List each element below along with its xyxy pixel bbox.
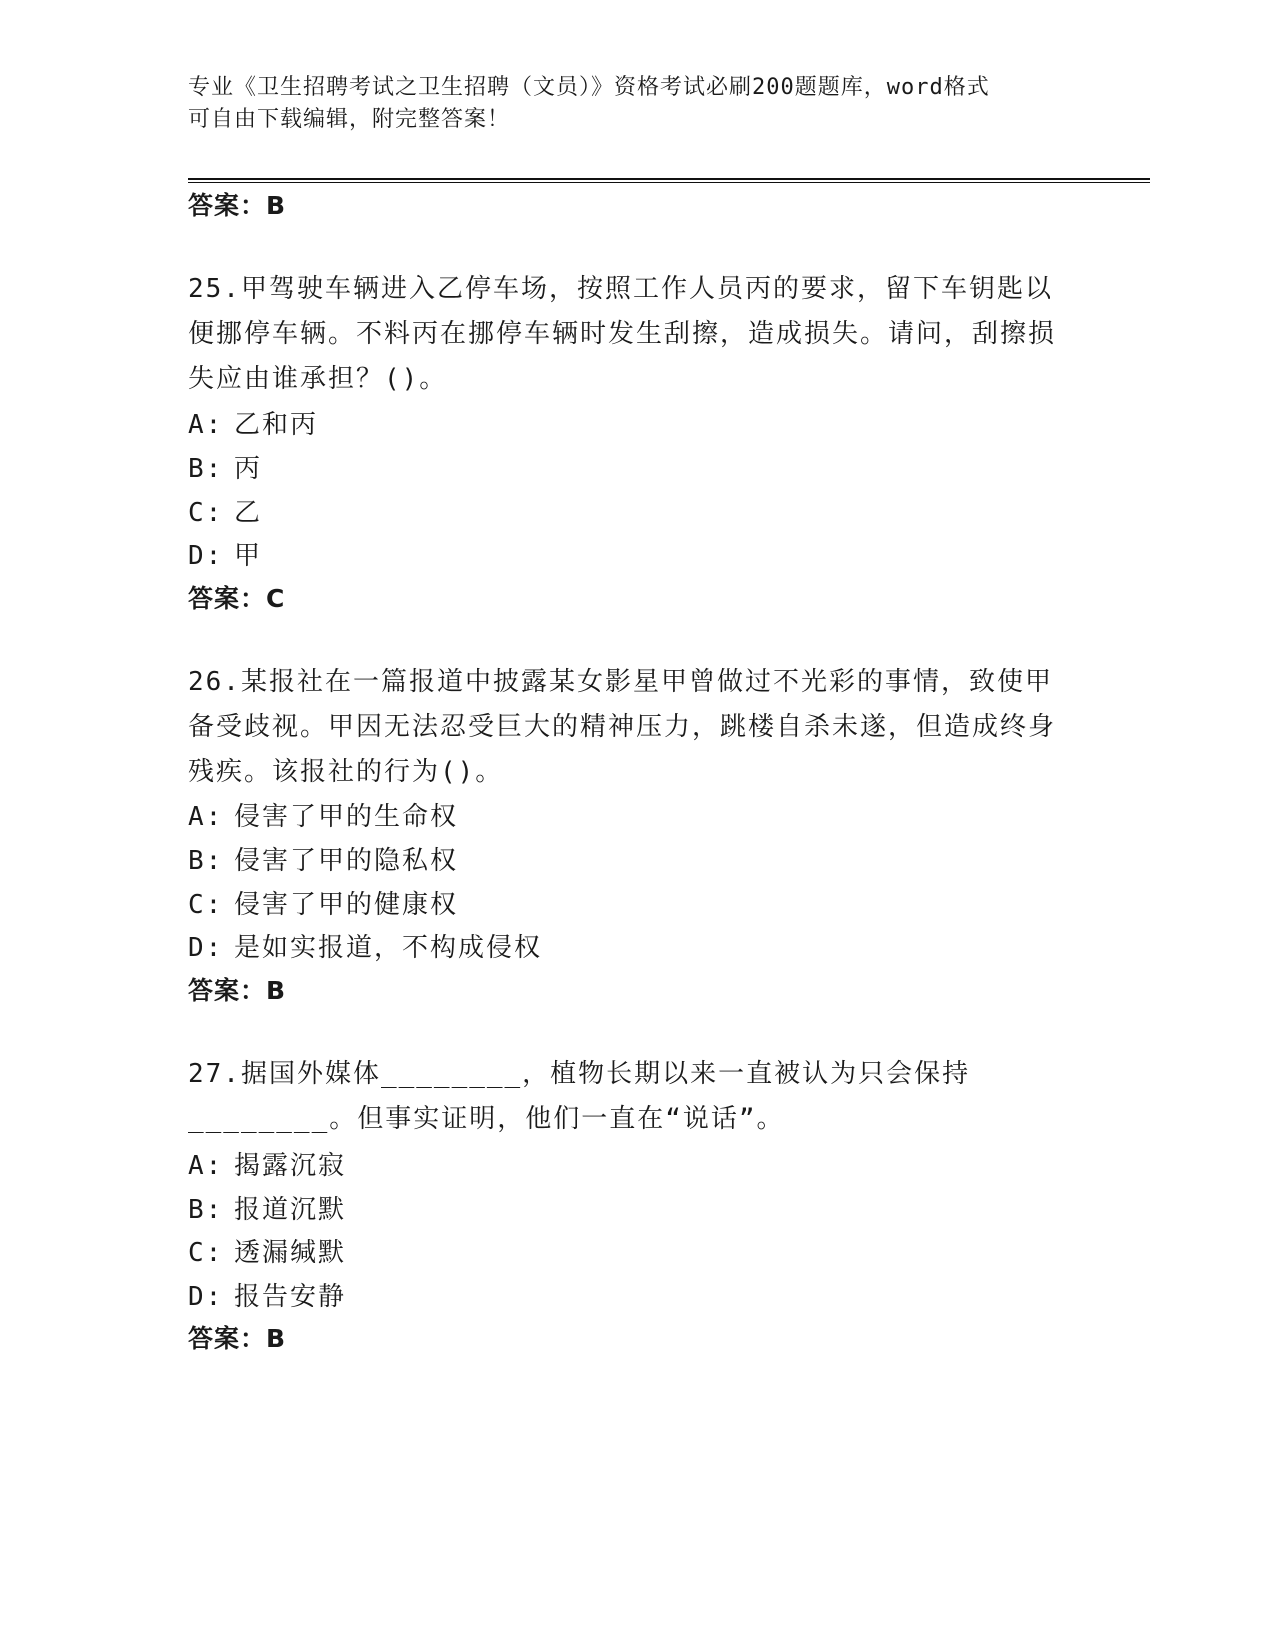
option-text: 侵害了甲的健康权: [234, 890, 459, 920]
question-25-option-c: [188, 492, 262, 529]
option-text: 揭露沉寂: [234, 1151, 347, 1181]
option-text: 丙: [234, 454, 263, 484]
option-key: A:: [188, 1151, 224, 1181]
option-text: 报道沉默: [234, 1195, 347, 1225]
option-key: A:: [188, 802, 224, 832]
question-27-option-c: [188, 1232, 346, 1269]
previous-answer: 答案：B: [188, 191, 287, 220]
option-text: 甲: [234, 541, 263, 571]
question-25-option-b: [188, 448, 262, 485]
question-27-answer: 答案：B: [188, 1324, 287, 1353]
option-text: 乙和丙: [234, 410, 319, 440]
question-25-answer: 答案：C: [188, 584, 286, 613]
option-text: 乙: [234, 498, 263, 528]
header-line-1: 专业《卫生招聘考试之卫生招聘（文员）》资格考试必刷200题题库，word格式: [188, 75, 990, 100]
option-key: C:: [188, 890, 224, 920]
option-text: 报告安静: [234, 1282, 347, 1312]
question-26-answer: 答案：B: [188, 976, 287, 1005]
question-26-option-b: [188, 840, 458, 877]
question-26-option-c: [188, 884, 458, 921]
header-line-2: 可自由下载编辑，附完整答案！: [188, 107, 511, 132]
option-key: C:: [188, 1238, 224, 1268]
question-25-option-a: [188, 404, 318, 441]
option-key: D:: [188, 933, 224, 963]
option-key: D:: [188, 541, 224, 571]
question-27: 27.据国外媒体________，植物长期以来一直被认为只会保持________。但事实证明，他们一直在“说话”。: [188, 1059, 971, 1134]
option-text: 侵害了甲的隐私权: [234, 846, 459, 876]
question-26-option-d: [188, 927, 542, 964]
document-header: [188, 72, 1068, 136]
question-27-option-b: [188, 1189, 346, 1226]
option-key: B:: [188, 846, 224, 876]
option-key: A:: [188, 410, 224, 440]
question-27-option-d: [188, 1276, 346, 1313]
question-26-option-a: [188, 796, 458, 833]
option-key: B:: [188, 1195, 224, 1225]
question-25: 25.甲驾驶车辆进入乙停车场，按照工作人员丙的要求，留下车钥匙以便挪停车辆。不料丙在挪停车辆时发生刮擦，造成损失。请问，刮擦损失应由谁承担？()。: [188, 274, 1057, 394]
header-divider: [188, 178, 1150, 183]
option-key: C:: [188, 498, 224, 528]
question-26: 26.某报社在一篇报道中披露某女影星甲曾做过不光彩的事情，致使甲备受歧视。甲因无法忍受巨大的精神压力，跳楼自杀未遂，但造成终身残疾。该报社的行为()。: [188, 667, 1057, 787]
option-text: 透漏缄默: [234, 1238, 347, 1268]
option-key: D:: [188, 1282, 224, 1312]
option-text: 是如实报道，不构成侵权: [234, 933, 543, 963]
question-25-option-d: [188, 535, 262, 572]
option-key: B:: [188, 454, 224, 484]
question-27-option-a: [188, 1145, 346, 1182]
option-text: 侵害了甲的生命权: [234, 802, 459, 832]
